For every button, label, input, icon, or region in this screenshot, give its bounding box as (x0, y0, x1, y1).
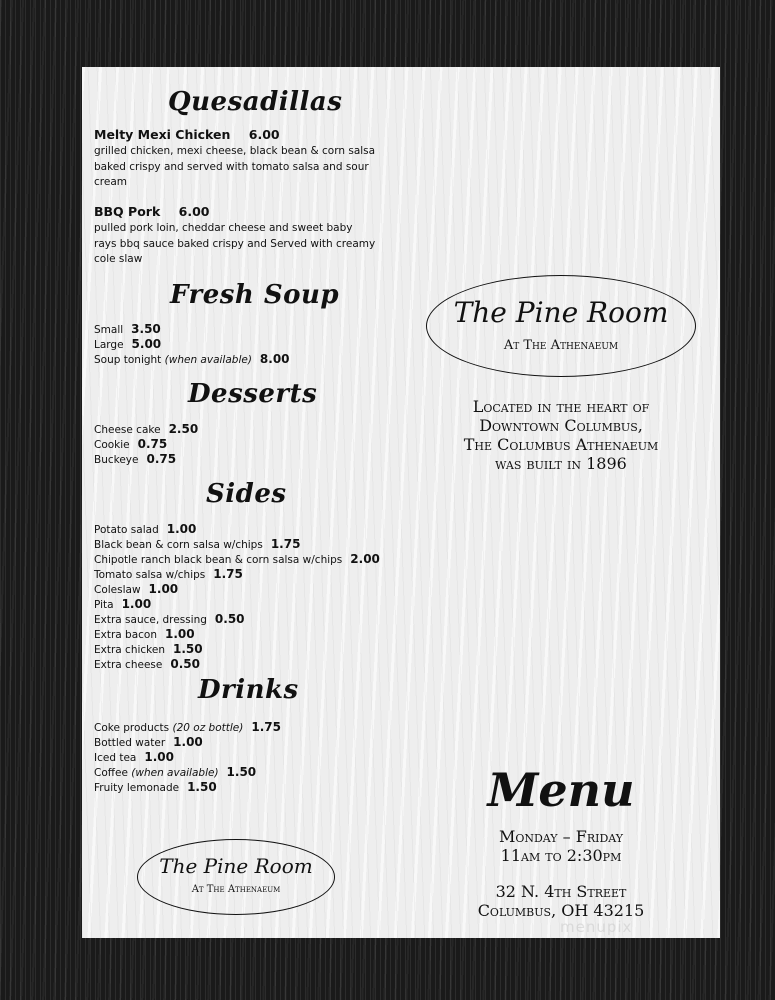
item-name: Large (94, 339, 124, 351)
item-name: BBQ Pork (94, 204, 161, 219)
item-price: 1.50 (173, 642, 203, 656)
item-description: pulled pork loin, cheddar cheese and sweet baby rays bbq sauce baked crispy and Served with creamy cole slaw (94, 222, 376, 265)
item-name: Extra bacon (94, 629, 158, 641)
list-item (94, 780, 281, 795)
about-line: The Columbus Athenaeum (463, 435, 659, 454)
item-price: 0.50 (170, 657, 200, 671)
list-item (94, 567, 380, 582)
item-price: 1.00 (166, 522, 197, 536)
list-item (94, 352, 290, 367)
item-name: Tomato salsa w/chips (94, 569, 206, 581)
hours-time: 11am to 2:30pm (500, 846, 622, 865)
list-item (94, 422, 198, 437)
desserts-heading: Desserts (188, 379, 318, 409)
item-name: Cheese cake (94, 424, 161, 436)
item-price: 0.75 (137, 437, 168, 451)
item-price: 1.50 (226, 765, 257, 779)
list-item (94, 750, 281, 765)
list-item (94, 337, 290, 352)
item-name: Small (94, 324, 124, 336)
item-price: 1.75 (270, 537, 301, 551)
item-name: Potato salad (94, 524, 159, 536)
item-price: 1.00 (148, 582, 179, 596)
item-name: Coleslaw (94, 584, 141, 596)
logo-name: The Pine Room (453, 296, 669, 329)
item-name: Buckeye (94, 454, 139, 466)
sides-list (94, 522, 380, 672)
item-note: (20 oz bottle) (172, 722, 244, 734)
list-item (94, 612, 380, 627)
item-name: Cookie (94, 439, 130, 451)
item-name: Pita (94, 599, 114, 611)
item-price: 6.00 (248, 127, 280, 142)
item-name: Iced tea (94, 752, 137, 764)
item-note: (when available) (131, 767, 219, 779)
item-price: 5.00 (131, 337, 162, 351)
item-price: 1.50 (187, 780, 217, 794)
soup-heading: Fresh Soup (170, 280, 340, 310)
menu-item (94, 127, 376, 191)
item-price: 2.00 (350, 552, 380, 566)
list-item (94, 735, 281, 750)
list-item (94, 627, 380, 642)
item-note: (when available) (164, 354, 252, 366)
logo-subtitle: At The Athenaeum (191, 884, 281, 895)
list-item (94, 582, 380, 597)
item-price: 1.75 (213, 567, 243, 581)
item-name: Coke products (94, 722, 170, 734)
list-item (94, 642, 380, 657)
item-price: 6.00 (178, 204, 210, 219)
item-name: Fruity lemonade (94, 782, 180, 794)
item-price: 1.00 (173, 735, 203, 749)
soup-list (94, 322, 290, 367)
item-description: grilled chicken, mexi cheese, black bean & corn salsa baked crispy and served with tomato salsa and sour cream (94, 145, 376, 188)
item-price: 0.50 (214, 612, 245, 626)
hours-days: Monday – Friday (498, 827, 624, 846)
list-item (94, 322, 290, 337)
item-price: 1.75 (251, 720, 281, 734)
item-title (94, 127, 376, 142)
item-title (94, 204, 376, 219)
item-price: 1.00 (144, 750, 174, 764)
about-line: Located in the heart of (472, 397, 650, 416)
item-name: Black bean & corn salsa w/chips (94, 539, 263, 551)
list-item (94, 537, 380, 552)
menu-right-column (402, 67, 720, 938)
item-price: 2.50 (168, 422, 199, 436)
quesadillas-heading: Quesadillas (168, 87, 343, 117)
item-name: Melty Mexi Chicken (94, 127, 231, 142)
item-price: 8.00 (259, 352, 290, 366)
list-item (94, 765, 281, 780)
about-line: Downtown Columbus, (479, 416, 643, 435)
item-name: Extra sauce, dressing (94, 614, 207, 626)
hours (402, 827, 720, 865)
watermark: menupix (560, 918, 633, 936)
drinks-list (94, 720, 281, 795)
pine-room-logo-small (137, 839, 335, 915)
item-price: 1.00 (121, 597, 152, 611)
menu-title: Menu (487, 763, 635, 817)
list-item (94, 552, 380, 567)
logo-subtitle: At The Athenaeum (503, 338, 619, 353)
list-item (94, 657, 380, 672)
sides-heading: Sides (206, 479, 287, 509)
item-name: Soup tonight (94, 354, 162, 366)
item-name: Extra cheese (94, 659, 163, 671)
item-name: Bottled water (94, 737, 166, 749)
menu-sheet (82, 67, 720, 938)
about-text (402, 397, 720, 473)
menu-item (94, 204, 376, 268)
drinks-heading: Drinks (198, 675, 299, 705)
item-price: 0.75 (146, 452, 177, 466)
list-item (94, 437, 198, 452)
item-price: 3.50 (131, 322, 161, 336)
address (402, 882, 720, 920)
pine-room-logo-large (426, 275, 696, 377)
about-line: was built in 1896 (495, 454, 627, 473)
item-name: Chipotle ranch black bean & corn salsa w/chips (94, 554, 343, 566)
item-price: 1.00 (165, 627, 195, 641)
list-item (94, 720, 281, 735)
address-street: 32 N. 4th Street (495, 882, 627, 901)
address-city: Columbus, OH 43215 (477, 901, 645, 920)
menu-left-column (94, 67, 394, 938)
desserts-list (94, 422, 198, 467)
item-name: Coffee (94, 767, 128, 779)
list-item (94, 522, 380, 537)
logo-name: The Pine Room (159, 854, 313, 878)
list-item (94, 597, 380, 612)
item-name: Extra chicken (94, 644, 165, 656)
list-item (94, 452, 198, 467)
